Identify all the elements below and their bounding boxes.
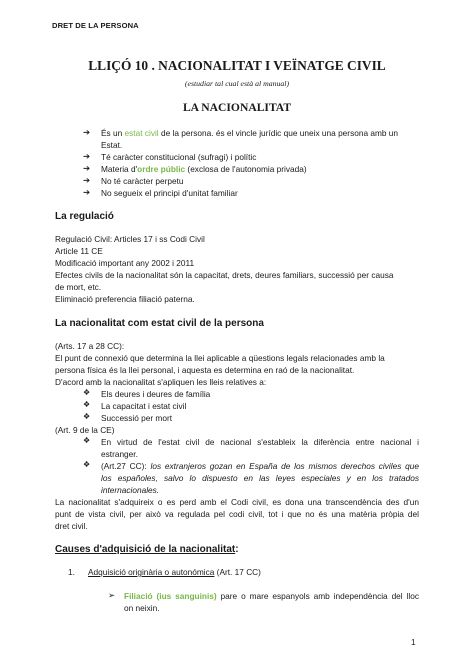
diamond-icon: ❖ bbox=[83, 388, 91, 397]
arrow-icon: ➔ bbox=[83, 163, 91, 173]
regulacio-line: Article 11 CE bbox=[55, 246, 103, 256]
list-item: Materia d'ordre públic (exclosa de l'autonomia privada) bbox=[101, 164, 307, 174]
page-number: 1 bbox=[411, 637, 416, 647]
diamond-icon: ❖ bbox=[83, 412, 91, 421]
regulacio-line: Modificació important any 2002 i 2011 bbox=[55, 258, 195, 268]
regulacio-line: de mort, etc. bbox=[55, 282, 102, 292]
paragraph-line: La nacionalitat s'adquireix o es perd amb el Codi civil, es dona una transcendència des d'un bbox=[55, 497, 419, 507]
paragraph-line: El punt de connexió que determina la llei aplicable a qüestions legals relacionades amb la bbox=[55, 353, 385, 363]
sub-list-item-continuation: on neixin. bbox=[124, 603, 160, 613]
diamond-icon: ❖ bbox=[83, 436, 91, 445]
diamond-list-item-continuation: los españoles, salvo lo dispuesto en las leyes especiales y en los tratados bbox=[101, 473, 419, 483]
regulacio-line: Regulació Civil: Articles 17 i ss Codi Civil bbox=[55, 234, 205, 244]
list-item: És un estat civil de la persona. és el vincle jurídic que uneix una persona amb un bbox=[101, 128, 399, 138]
numbered-item-number: 1. bbox=[68, 567, 75, 577]
diamond-icon: ❖ bbox=[83, 460, 91, 469]
paragraph-line: (Arts. 17 a 28 CC): bbox=[55, 341, 125, 351]
arrow-icon: ➔ bbox=[83, 187, 91, 197]
paragraph-line: D'acord amb la nacionalitat s'apliquen les lleis relatives a: bbox=[55, 377, 267, 387]
diamond-list-item: (Art.27 CC): los extranjeros gozan en España de los mismos derechos civiles que bbox=[101, 461, 419, 471]
diamond-list-item: En virtud de l'estat civil de nacional s'estableix la diferència entre nacional i bbox=[101, 437, 419, 447]
sub-list-item: Filiació (ius sanguinis) pare o mare espanyols amb independència del lloc bbox=[124, 591, 419, 601]
arrowhead-icon: ➢ bbox=[108, 590, 116, 600]
arrow-icon: ➔ bbox=[83, 127, 91, 137]
paragraph-line: dret civil. bbox=[55, 521, 88, 531]
paragraph-line: punt de vista civil, per això va regulada pel codi civil, tot i que no és una matèria pròpia del bbox=[55, 509, 419, 519]
list-item: Té caràcter constitucional (sufragi) i polític bbox=[101, 152, 257, 162]
running-header: DRET DE LA PERSONA bbox=[52, 21, 139, 30]
numbered-item: Adquisició originària o autonómica (Art. 17 CC) bbox=[88, 567, 261, 577]
paragraph-line: persona física és la llei personal, i aquesta es determina en raó de la nacionalitat. bbox=[55, 365, 355, 375]
arrow-icon: ➔ bbox=[83, 151, 91, 161]
regulacio-heading: La regulació bbox=[55, 211, 114, 222]
lesson-title: LLIÇÓ 10 . NACIONALITAT I VEÏNATGE CIVIL bbox=[88, 58, 386, 73]
section-title: LA NACIONALITAT bbox=[182, 101, 292, 114]
regulacio-line: Efectes civils de la nacionalitat són la capacitat, drets, deures familiars, successió per causa bbox=[55, 270, 394, 280]
paragraph-line: (Art. 9 de la CE) bbox=[55, 425, 115, 435]
estat-civil-heading: La nacionalitat com estat civil de la persona bbox=[55, 318, 264, 329]
diamond-list-item-continuation: internacionales. bbox=[101, 485, 160, 495]
list-item-continuation: Estat. bbox=[101, 140, 123, 150]
highlight-text: estat civil bbox=[124, 128, 159, 138]
diamond-list-item: La capacitat i estat civil bbox=[101, 401, 187, 411]
lesson-subtitle: (estudiar tal cual està al manual) bbox=[184, 79, 290, 88]
arrow-icon: ➔ bbox=[83, 175, 91, 185]
item-link-text: Adquisició originària o autonómica bbox=[88, 567, 215, 577]
diamond-icon: ❖ bbox=[83, 400, 91, 409]
highlight-text: ordre públic bbox=[137, 164, 186, 174]
list-item: No té caràcter perpetu bbox=[101, 176, 184, 186]
diamond-list-item: Els deures i deures de família bbox=[101, 389, 211, 399]
list-item: No segueix el principi d'unitat familiar bbox=[101, 188, 238, 198]
causes-heading: Causes d'adquisició de la nacionalitat: bbox=[55, 544, 239, 555]
diamond-list-item-continuation: estranger. bbox=[101, 449, 138, 459]
regulacio-line: Eliminació preferencia filiació paterna. bbox=[55, 294, 195, 304]
diamond-list-item: Successió per mort bbox=[101, 413, 173, 423]
